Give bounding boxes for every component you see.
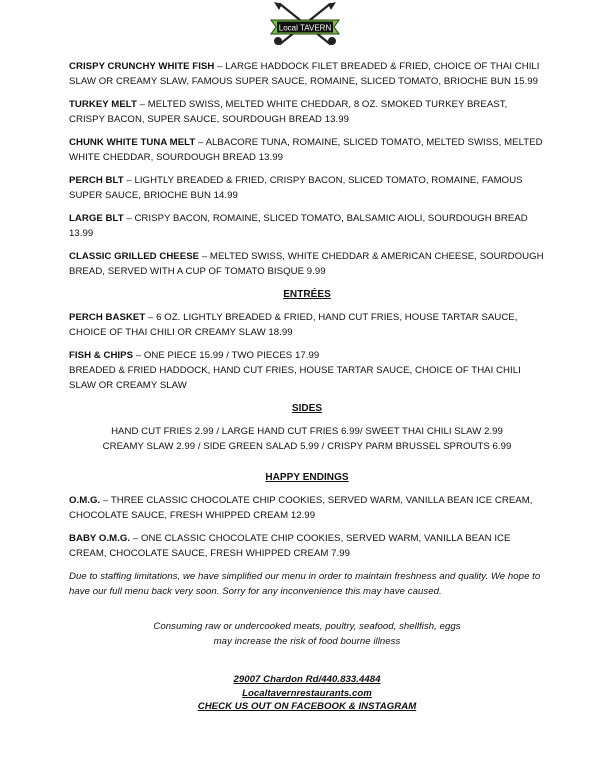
menu-item-baby-omg [69, 531, 545, 561]
item-price: – ONE PIECE 15.99 / TWO PIECES 17.99 [133, 350, 320, 361]
item-name: FISH & CHIPS [69, 350, 134, 361]
menu-item-grilled-cheese [69, 249, 545, 279]
item-name: PERCH BASKET [69, 312, 146, 323]
menu-item-omg [69, 493, 545, 523]
sides-line: HAND CUT FRIES 2.99 / LARGE HAND CUT FRIES 6.99/ SWEET THAI CHILI SLAW 2.99 [111, 426, 503, 437]
item-description: – 6 OZ. LIGHTLY BREADED & FRIED, HAND CUT FRIES, HOUSE TARTAR SAUCE, CHOICE OF THAI CHILI OR CREAMY SLAW 18.99 [69, 312, 518, 338]
menu-item-large-blt [69, 211, 545, 241]
item-description: – ALBACORE TUNA, ROMAINE, SLICED TOMATO, MELTED SWISS, MELTED WHITE CHEDDAR, SOURDOUGH BREAD 13.99 [69, 137, 543, 163]
item-description: – MELTED SWISS, WHITE CHEDDAR & AMERICAN CHEESE, SOURDOUGH BREAD, SERVED WITH A CUP OF TOMATO BISQUE 9.99 [69, 251, 544, 277]
item-name: O.M.G. [69, 495, 101, 506]
sides-line: CREAMY SLAW 2.99 / SIDE GREEN SALAD 5.99 / CRISPY PARM BRUSSEL SPROUTS 6.99 [102, 441, 512, 452]
item-name: BABY O.M.G. [69, 533, 131, 544]
warning-line: may increase the risk of food bourne illness [213, 636, 401, 647]
menu-item-perch-basket [69, 310, 545, 340]
item-description: – ONE CLASSIC CHOCOLATE CHIP COOKIES, SERVED WARM, VANILLA BEAN ICE CREAM, CHOCOLATE SAUCE, FRESH WHIPPED CREAM 7.99 [69, 533, 511, 559]
menu-item-white-fish [69, 59, 545, 89]
section-heading-happy-endings: HAPPY ENDINGS [265, 472, 349, 483]
food-safety-warning [69, 619, 545, 649]
social-callout: CHECK US OUT ON FACEBOOK & INSTAGRAM [197, 701, 417, 712]
local-tavern-logo [268, 2, 342, 46]
item-name: CRISPY CRUNCHY WHITE FISH [69, 61, 215, 72]
item-name: LARGE BLT [69, 213, 124, 224]
menu-item-tuna-melt [69, 135, 545, 165]
item-name: PERCH BLT [69, 175, 124, 186]
svg-text:Local TAVERN: Local TAVERN [278, 23, 332, 33]
section-heading-entrees: ENTRÉES [283, 289, 331, 300]
menu-item-perch-blt [69, 173, 545, 203]
item-description: – LIGHTLY BREADED & FRIED, CRISPY BACON, SLICED TOMATO, ROMAINE, FAMOUS SUPER SAUCE, BRIOCHE BUN 14.99 [69, 175, 523, 201]
item-name: CHUNK WHITE TUNA MELT [69, 137, 196, 148]
item-description: – THREE CLASSIC CHOCOLATE CHIP COOKIES, SERVED WARM, VANILLA BEAN ICE CREAM, CHOCOLATE SAUCE, FRESH WHIPPED CREAM 12.99 [69, 495, 533, 521]
footer [69, 673, 545, 714]
item-name: CLASSIC GRILLED CHEESE [69, 251, 200, 262]
warning-line: Consuming raw or undercooked meats, poultry, seafood, shellfish, eggs [153, 621, 461, 632]
address-phone: 29007 Chardon Rd/440.833.4484 [233, 674, 381, 685]
menu-item-fish-chips [69, 348, 545, 393]
website-link[interactable]: Localtavernrestaurants.com [242, 687, 372, 699]
menu-content [69, 59, 545, 714]
item-description: – CRISPY BACON, ROMAINE, SLICED TOMATO, BALSAMIC AIOLI, SOURDOUGH BREAD 13.99 [69, 213, 528, 239]
item-name: TURKEY MELT [69, 99, 137, 110]
item-description: BREADED & FRIED HADDOCK, HAND CUT FRIES, HOUSE TARTAR SAUCE, CHOICE OF THAI CHILI SLAW OR CREAMY SLAW [69, 365, 521, 391]
staffing-notice: Due to staffing limitations, we have simplified our menu in order to maintain freshness and quality. We hope to have our full menu back very soon. Sorry for any inconvenience this may have caused. [69, 571, 541, 597]
item-description: – LARGE HADDOCK FILET BREADED & FRIED, CHOICE OF THAI CHILI SLAW OR CREAMY SLAW, FAMOUS SUPER SAUCE, ROMAINE, SLICED TOMATO, BRIOCHE BUN 15.99 [69, 61, 540, 87]
item-description: – MELTED SWISS, MELTED WHITE CHEDDAR, 8 OZ. SMOKED TURKEY BREAST, CRISPY BACON, SUPER SAUCE, SOURDOUGH BREAD 13.99 [69, 99, 508, 125]
section-heading-sides: SIDES [291, 403, 323, 414]
menu-item-turkey-melt [69, 97, 545, 127]
